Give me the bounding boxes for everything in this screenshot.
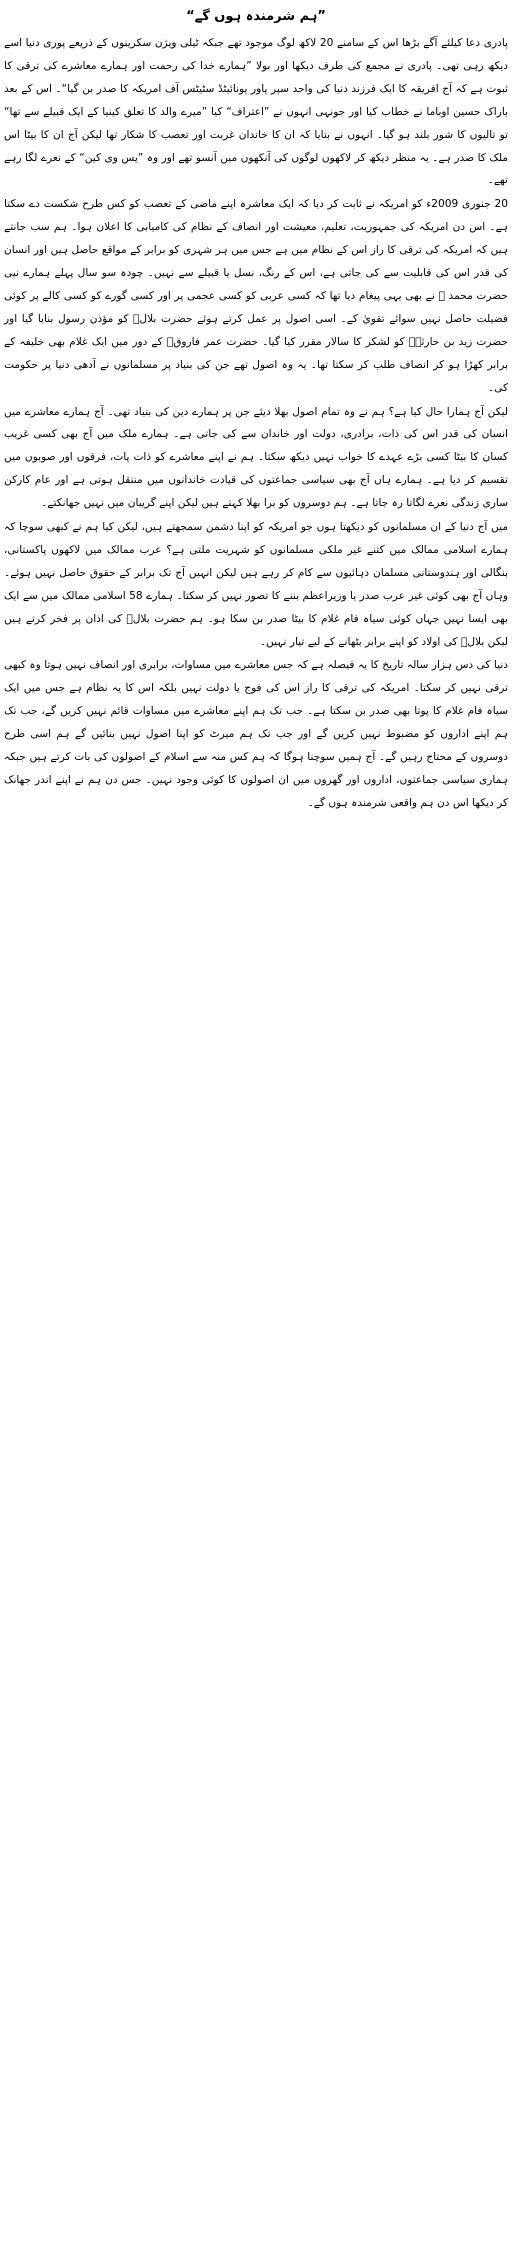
article-title: ”ہم شرمندہ ہوں گے“ <box>186 9 326 24</box>
article-paragraph-1: پادری دعا کیلئے آگے بڑھا اس کے سامنے 20 لاکھ لوگ موجود تھے جبکہ ٹیلی ویژن سکرینوں کے ذریعے پوری دنیا اسے دیکھ رہی تھی۔ پادری نے مجمع کی طرف دیکھا اور بولا ”ہمارے خدا کی رحمت اور ہمارے معاشرے کی ترقی کا ثبوت ہے کہ آج افریقہ کا ایک فرزند دنیا کی واحد سپر پاور یونائیٹڈ سٹیٹس آف امریکہ کا صدر بن گیا“۔ اس کے بعد باراک حسین اوباما نے خطاب کیا اور جونہی انہوں نے ”اعتراف“ کیا ”میرے والد کا تعلق کینیا کے ایک قبیلے سے تھا“ تو تالیوں کا شور بلند ہو گیا۔ انہوں نے بتایا کہ ان کا خاندان غربت اور تعصب کا شکار تھا لیکن آج ان کا بیٹا اس ملک کا صدر ہے۔ یہ منظر دیکھ کر لاکھوں لوگوں کی آنکھوں میں آنسو تھے اور وہ ”یس وی کین“ کے نعرے لگا رہے تھے۔ <box>4 37 508 187</box>
article-paragraph-2: 20 جنوری 2009ء کو امریکہ نے ثابت کر دیا کہ ایک معاشرہ اپنے ماضی کے تعصب کو کس طرح شکست دے سکتا ہے۔ اس دن امریکہ کی جمہوریت، تعلیم، معیشت اور انصاف کے نظام کی کامیابی کا اعلان ہوا۔ ہم سب جانتے ہیں کہ امریکہ کی ترقی کا راز اس کے نظام میں ہے جس میں ہر شہری کو برابر کے مواقع حاصل ہیں اور انسان کی قدر اس کی قابلیت سے کی جاتی ہے، اس کے رنگ، نسل یا قبیلے سے نہیں۔ چودہ سو سال پہلے ہمارے نبی حضرت محمد ﷺ نے بھی یہی پیغام دیا تھا کہ کسی عربی کو کسی عجمی پر اور کسی گورے کو کسی کالے پر کوئی فضیلت حاصل نہیں سوائے تقویٰ کے۔ اسی اصول پر عمل کرتے ہوئے حضرت بلالؓ کو مؤذن رسول بنایا گیا اور حضرت زید بن حارثہؓ کو لشکر کا سالار مقرر کیا گیا۔ حضرت عمر فاروقؓ کے دور میں ایک غلام بھی خلیفہ کے برابر کھڑا ہو کر انصاف طلب کر سکتا تھا۔ یہ وہ اصول تھے جن کی بنیاد پر مسلمانوں نے آدھی دنیا پر حکومت کی۔ <box>4 198 508 394</box>
article-body <box>4 32 508 815</box>
article-paragraph-3: لیکن آج ہمارا حال کیا ہے؟ ہم نے وہ تمام اصول بھلا دیئے جن پر ہمارے دین کی بنیاد تھی۔ آج ہمارے معاشرے میں انسان کی قدر اس کی ذات، برادری، دولت اور خاندان سے کی جاتی ہے۔ ہمارے ملک میں آج بھی کسی غریب کسان کا بیٹا کسی بڑے عہدے کا خواب نہیں دیکھ سکتا۔ ہم نے اپنے معاشرے کو ذات پات، فرقوں اور صوبوں میں تقسیم کر دیا ہے۔ ہمارے ہاں آج بھی سیاسی جماعتوں کی قیادت خاندانوں میں منتقل ہوتی ہے اور عام کارکن ساری زندگی نعرے لگاتا رہ جاتا ہے۔ ہم دوسروں کو برا بھلا کہتے ہیں لیکن اپنے گریبان میں نہیں جھانکتے۔ <box>4 405 508 510</box>
article-paragraph-5: دنیا کی دس ہزار سالہ تاریخ کا یہ فیصلہ ہے کہ جس معاشرے میں مساوات، برابری اور انصاف نہیں ہوتا وہ کبھی ترقی نہیں کر سکتا۔ امریکہ کی ترقی کا راز اس کی فوج یا دولت نہیں بلکہ اس کا یہ نظام ہے جس میں ایک سیاہ فام غلام کا پوتا بھی صدر بن سکتا ہے۔ جب تک ہم اپنے معاشرے میں مساوات قائم نہیں کریں گے، جب تک ہم اپنے اداروں کو مضبوط نہیں کریں گے اور جب تک ہم میرٹ کو اپنا اصول نہیں بنائیں گے ہم اسی طرح دوسروں کے محتاج رہیں گے۔ آج ہمیں سوچنا ہوگا کہ ہم کس منہ سے اسلام کے اصولوں کی بات کرتے ہیں جبکہ ہماری سیاسی جماعتوں، اداروں اور گھروں میں ان اصولوں کا کوئی وجود نہیں۔ جس دن ہم نے اپنے اندر جھانک کر دیکھا اس دن ہم واقعی شرمندہ ہوں گے۔ <box>4 659 508 809</box>
article-paragraph-4: میں آج دنیا کے ان مسلمانوں کو دیکھتا ہوں جو امریکہ کو اپنا دشمن سمجھتے ہیں، لیکن کیا ہم نے کبھی سوچا کہ ہمارے اسلامی ممالک میں کتنے غیر ملکی مسلمانوں کو شہریت ملتی ہے؟ عرب ممالک میں لاکھوں پاکستانی، بنگالی اور ہندوستانی مسلمان دہائیوں سے کام کر رہے ہیں لیکن انہیں آج تک برابر کے حقوق حاصل نہیں ہوئے۔ وہاں آج بھی کوئی غیر عرب صدر یا وزیراعظم بننے کا تصور نہیں کر سکتا۔ ہمارے 58 اسلامی ممالک میں سے ایک بھی ایسا نہیں جہاں کوئی سیاہ فام غلام کا بیٹا صدر بن سکا ہو۔ ہم حضرت بلالؓ کی اذان پر فخر کرتے ہیں لیکن بلالؓ کی اولاد کو اپنے برابر بٹھانے کے لیے تیار نہیں۔ <box>4 521 508 648</box>
